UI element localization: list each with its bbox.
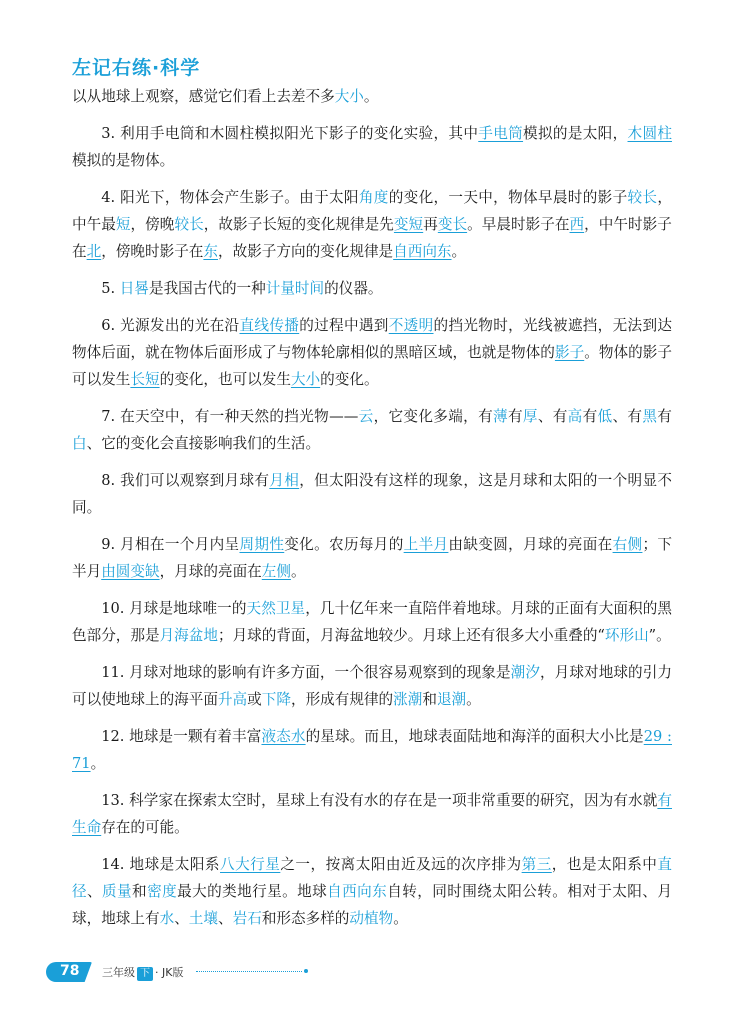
question-text: 5. bbox=[101, 280, 120, 297]
paragraph bbox=[72, 787, 672, 841]
question-text: 、它的变化会直接影响我们的生活。 bbox=[86, 435, 321, 452]
question-text: ；下半月 bbox=[72, 536, 672, 580]
paragraph bbox=[72, 403, 672, 457]
answer-text: 环形山 bbox=[604, 627, 649, 644]
question-text: 和 bbox=[422, 691, 437, 708]
question-text: 或 bbox=[247, 691, 262, 708]
question-text: 。 bbox=[90, 755, 106, 772]
question-text: 有 bbox=[657, 408, 672, 425]
answer-text: 由圆变缺 bbox=[101, 563, 160, 580]
answer-text: 短 bbox=[115, 216, 131, 233]
answer-text: 潮汐 bbox=[510, 664, 540, 681]
question-text: ，也是太阳系中 bbox=[551, 856, 658, 873]
answer-text: 自西向东 bbox=[327, 883, 388, 900]
question-text: ，月球对地球的引力可以使地球上的海平面 bbox=[72, 664, 672, 708]
answer-text: 黑 bbox=[642, 408, 658, 425]
question-text: 10. 月球是地球唯一的 bbox=[101, 600, 247, 617]
question-text: 有 bbox=[507, 408, 523, 425]
answer-content bbox=[72, 83, 672, 942]
term-badge: 下 bbox=[137, 967, 153, 981]
answer-text: 木圆柱 bbox=[627, 125, 672, 142]
question-text: 模拟的是太阳， bbox=[523, 125, 628, 142]
question-text: 14. 地球是太阳系 bbox=[101, 856, 221, 873]
answer-text: 东 bbox=[203, 243, 218, 260]
page-number: 78 bbox=[60, 963, 80, 979]
book-series-title: 左记右练 bbox=[72, 57, 153, 79]
question-text: 13. 科学家在探索太空时，星球上有没有水的存在是一项非常重要的研究，因为有水就 bbox=[101, 792, 658, 809]
answer-text: 动植物 bbox=[349, 910, 394, 927]
question-text: 。 bbox=[290, 563, 306, 580]
edition-label: · JK版 bbox=[155, 966, 184, 979]
question-text: 自转，同时围绕太阳公转。相对于太阳、月球，地球上有 bbox=[72, 883, 672, 927]
answer-text: 白 bbox=[72, 435, 87, 452]
answer-text: 薄 bbox=[493, 408, 508, 425]
answer-text: 大小 bbox=[334, 88, 364, 105]
question-text: 。早晨时影子在 bbox=[467, 216, 570, 233]
answer-text: 下降 bbox=[261, 691, 291, 708]
paragraph bbox=[72, 531, 672, 585]
question-text: 7. 在天空中，有一种天然的挡光物—— bbox=[101, 408, 359, 425]
page-footer bbox=[46, 962, 306, 982]
question-text: 的仪器。 bbox=[324, 280, 383, 297]
question-text: 的变化，一天中，物体早晨时的影子 bbox=[388, 189, 628, 206]
question-text: 之一，按离太阳由近及远的次序排为 bbox=[280, 856, 522, 873]
answer-text: 土壤 bbox=[188, 910, 218, 927]
question-text: ，月球的亮面在 bbox=[159, 563, 262, 580]
question-text: 、有 bbox=[537, 408, 568, 425]
question-text: 11. 月球对地球的影响有许多方面，一个很容易观察到的现象是 bbox=[101, 664, 511, 681]
answer-text: 较长 bbox=[627, 189, 658, 206]
paragraph bbox=[72, 659, 672, 713]
answer-text: 影子 bbox=[554, 344, 585, 361]
grade-label: 三年级 bbox=[102, 966, 135, 979]
answer-text: 不透明 bbox=[388, 317, 434, 334]
question-text: 。 bbox=[363, 88, 379, 105]
answer-text: 上半月 bbox=[403, 536, 449, 553]
question-text: 的过程中遇到 bbox=[299, 317, 389, 334]
answer-text: 手电筒 bbox=[478, 125, 524, 142]
answer-text: 低 bbox=[597, 408, 613, 425]
answer-text: 第三 bbox=[521, 856, 552, 873]
answer-text: 天然卫星 bbox=[246, 600, 306, 617]
answer-text: 质量 bbox=[102, 883, 133, 900]
paragraph bbox=[72, 275, 672, 302]
question-text: 以从地球上观察，感觉它们看上去差不多 bbox=[72, 88, 335, 105]
answer-text: 直线传播 bbox=[239, 317, 300, 334]
question-text: ，它变化多端，有 bbox=[373, 408, 493, 425]
answer-text: 八大行星 bbox=[220, 856, 281, 873]
question-text: 最大的类地行星。地球 bbox=[177, 883, 328, 900]
footer-end-dot bbox=[304, 969, 308, 973]
answer-text: 直径 bbox=[72, 856, 672, 900]
footer-dotted-line bbox=[196, 971, 302, 972]
title-separator: · bbox=[152, 57, 161, 79]
question-text: 。物体的影子可以发生 bbox=[72, 344, 672, 388]
paragraph bbox=[72, 723, 672, 777]
question-text: ，形成有规律的 bbox=[290, 691, 394, 708]
answer-text: 有生命 bbox=[72, 792, 672, 836]
answer-text: 月海盆地 bbox=[159, 627, 218, 644]
subject-title: 科学 bbox=[160, 57, 201, 79]
question-text: 3. 利用手电筒和木圆柱模拟阳光下影子的变化实验，其中 bbox=[101, 125, 479, 142]
paragraph bbox=[72, 851, 672, 932]
question-text: ，但太阳没有这样的现象，这是月球和太阳的一个明显不同。 bbox=[72, 472, 672, 516]
question-text: 。 bbox=[451, 243, 467, 260]
answer-text: 左侧 bbox=[261, 563, 291, 580]
question-text: 。 bbox=[466, 691, 481, 708]
grade-info bbox=[102, 964, 183, 981]
answer-text: 云 bbox=[358, 408, 374, 425]
answer-text: 退潮 bbox=[436, 691, 467, 708]
answer-text: 月相 bbox=[269, 472, 300, 489]
question-text: 变化。农历每月的 bbox=[284, 536, 404, 553]
answer-text: 液态水 bbox=[261, 728, 306, 745]
page-header bbox=[72, 53, 200, 80]
answer-text: 变长 bbox=[437, 216, 468, 233]
question-text: 、 bbox=[218, 910, 233, 927]
question-text: 12. 地球是一颗有着丰富 bbox=[101, 728, 262, 745]
answer-text: 长短 bbox=[130, 371, 160, 388]
paragraph bbox=[72, 83, 672, 110]
answer-text: 自西向东 bbox=[393, 243, 452, 260]
question-text: 的变化，也可以发生 bbox=[159, 371, 291, 388]
answer-text: 大小 bbox=[290, 371, 321, 388]
answer-text: 西 bbox=[569, 216, 585, 233]
answer-text: 计量时间 bbox=[265, 280, 325, 297]
question-text: 和形态多样的 bbox=[261, 910, 350, 927]
question-text: ，中午最 bbox=[72, 189, 672, 233]
question-text: ”。 bbox=[648, 627, 671, 644]
paragraph bbox=[72, 595, 672, 649]
answer-text: 较长 bbox=[174, 216, 204, 233]
answer-text: 密度 bbox=[147, 883, 178, 900]
question-text: 8. 我们可以观察到月球有 bbox=[101, 472, 270, 489]
question-text: 的星球。而且，地球表面陆地和海洋的面积大小比是 bbox=[305, 728, 644, 745]
question-text: 模拟的是物体。 bbox=[72, 152, 175, 169]
answer-text: 日晷 bbox=[119, 280, 149, 297]
answer-text: 北 bbox=[86, 243, 102, 260]
question-text: 、 bbox=[87, 883, 103, 900]
question-text: 再 bbox=[423, 216, 438, 233]
answer-text: 涨潮 bbox=[393, 691, 423, 708]
question-text: ，傍晚时影子在 bbox=[101, 243, 204, 260]
paragraph bbox=[72, 184, 672, 265]
answer-text: 变短 bbox=[393, 216, 424, 233]
question-text: 是我国古代的一种 bbox=[148, 280, 266, 297]
question-text: 有 bbox=[582, 408, 598, 425]
answer-text: 高 bbox=[567, 408, 583, 425]
question-text: 的变化。 bbox=[320, 371, 379, 388]
question-text: ，几十亿年来一直陪伴着地球。月球的正面有大面积的黑色部分，那是 bbox=[72, 600, 672, 644]
answer-text: 水 bbox=[159, 910, 175, 927]
question-text: ，中午时影子在 bbox=[72, 216, 672, 260]
question-text: 、 bbox=[174, 910, 189, 927]
answer-text: 岩石 bbox=[232, 910, 262, 927]
question-text: 。 bbox=[393, 910, 408, 927]
question-text: ，故影子方向的变化规律是 bbox=[218, 243, 394, 260]
question-text: 由缺变圆，月球的亮面在 bbox=[448, 536, 613, 553]
question-text: 存在的可能。 bbox=[101, 819, 189, 836]
question-text: 的挡光物时，光线被遮挡，无法到达物体后面，就在物体后面形成了与物体轮廓相似的黑暗区域，也就是物体的 bbox=[72, 317, 672, 361]
answer-text: 厚 bbox=[522, 408, 538, 425]
paragraph bbox=[72, 120, 672, 174]
question-text: ，故影子长短的变化规律是先 bbox=[203, 216, 394, 233]
answer-text: 29 : 71 bbox=[72, 728, 672, 772]
question-text: 9. 月相在一个月内呈 bbox=[101, 536, 240, 553]
answer-text: 周期性 bbox=[239, 536, 285, 553]
question-text: 、有 bbox=[612, 408, 643, 425]
answer-text: 角度 bbox=[358, 189, 389, 206]
question-text: 和 bbox=[132, 883, 148, 900]
question-text: ，傍晚 bbox=[130, 216, 175, 233]
paragraph bbox=[72, 467, 672, 521]
paragraph bbox=[72, 312, 672, 393]
answer-text: 右侧 bbox=[612, 536, 643, 553]
question-text: 4. 阳光下，物体会产生影子。由于太阳 bbox=[101, 189, 359, 206]
question-text: 6. 光源发出的光在沿 bbox=[101, 317, 240, 334]
answer-text: 升高 bbox=[217, 691, 248, 708]
question-text: ；月球的背面，月海盆地较少。月球上还有很多大小重叠的“ bbox=[217, 627, 605, 644]
